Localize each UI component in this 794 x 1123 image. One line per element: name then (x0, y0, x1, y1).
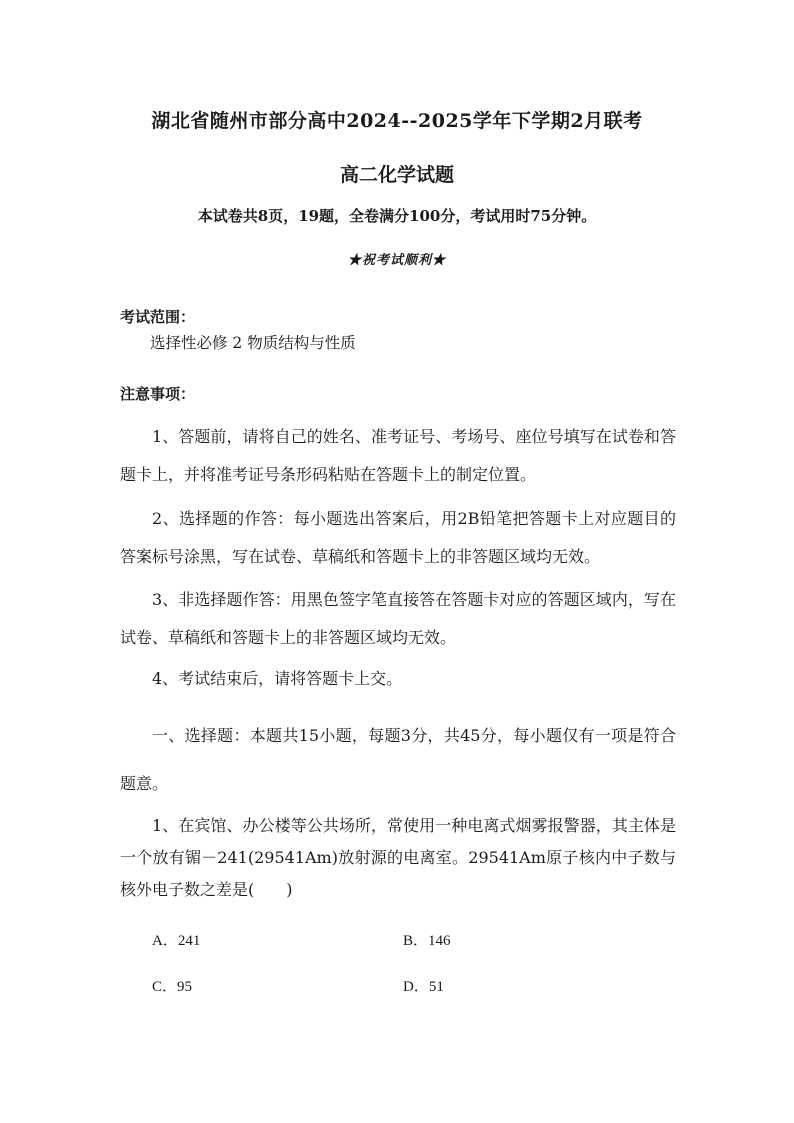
question-1-option-a: A．241 (152, 933, 201, 949)
question-1-option-d: D．51 (403, 979, 444, 995)
note-item-1: 1、答题前，请将自己的姓名、准考证号、考场号、座位号填写在试卷和答题卡上，并将准考证号条形码粘贴在答题卡上的制定位置。 (120, 427, 676, 484)
exam-subtitle: 高二化学试题 (339, 164, 454, 186)
note-item-4: 4、考试结束后，请将答题卡上交。 (152, 669, 403, 688)
question-1-stem: 1、在宾馆、办公楼等公共场所，常使用一种电离式烟雾报警器，其主体是一个放有镅－241(29541Am)放射源的电离室。29541Am原子核内中子数与核外电子数之差是( ) (120, 816, 676, 899)
exam-info: 本试卷共8页，19题，全卷满分100分，考试用时75分钟。 (197, 207, 597, 225)
scope-content: 选择性必修 2 物质结构与性质 (150, 334, 356, 352)
question-1-option-c: C．95 (152, 979, 193, 995)
question-1-option-b: B．146 (403, 933, 451, 949)
section-heading: 一、选择题：本题共15小题，每题3分，共45分，每小题仅有一项是符合题意。 (120, 726, 676, 793)
scope-label: 考试范围： (120, 308, 196, 326)
note-item-3: 3、非选择题作答：用黑色签字笔直接答在答题卡对应的答题区域内，写在试卷、草稿纸和答题卡上的非答题区域均无效。 (120, 590, 676, 647)
notes-heading (120, 381, 680, 407)
exam-scope (120, 304, 680, 356)
good-luck-banner: ★祝考试顺利★ (347, 253, 446, 268)
note-item-2: 2、选择题的作答：每小题选出答案后，用2B铅笔把答题卡上对应题目的答案标号涂黑，写在试卷、草稿纸和答题卡上的非答题区域均无效。 (120, 509, 676, 566)
exam-title: 湖北省随州市部分高中2024--2025学年下学期2月联考 (151, 110, 643, 132)
notes-label: 注意事项： (120, 385, 196, 403)
